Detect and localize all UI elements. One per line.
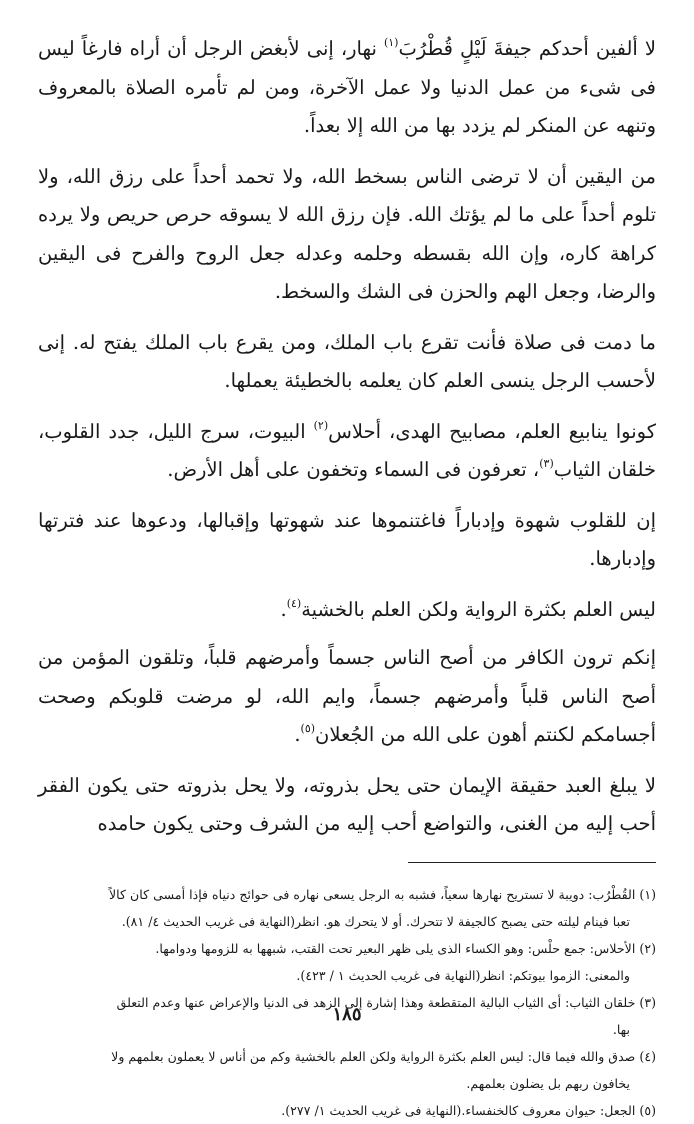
footnote-ref-4[interactable]: (٤) [286, 596, 302, 610]
page-number: ١٨٥ [332, 1004, 362, 1025]
footnote-1: (١) القُطْرُب: دويبة لا تستريح نهارها سعياً، فشبه به الرجل يسعى نهاره فى حوائج دنياه فإذا أمسى كان كالاً تعبا فينام ليلته حتى يصبح كالجيفة لا تتحرك. أو لا يتحرك هو. انظر(النهاية فى غريب الحديث ٤/ ٨١). [109, 886, 656, 929]
paragraph-2: من اليقين أن لا ترضى الناس بسخط الله، ولا تحمد أحداً على رزق الله، ولا تلوم أحداً على ما لم يؤتك الله. فإن رزق الله لا يسوقه حرص حريص ولا يرده كراهة كاره، وإن الله بقسطه وحلمه وعدله جعل الروح والفرح فى اليقين والرضا، وجعل الهم والحزن فى الشك والسخط. [38, 164, 656, 303]
footnote-ref-3[interactable]: (٣) [539, 457, 554, 470]
footnote-3: (٣) خلقان الثياب: أى الثياب البالية المتقطعة وهذا إشارة إلى الزهد فى الدنيا والإعراض عنها وعدم التعلق بها. [116, 994, 656, 1037]
paragraph-1: لا ألفين أحدكم جيفةَ لَيْلٍ قُطْرُبَ$^{(١)}$ نهار، إنى لأبغض الرجل أن أراه فارغاً ليس فى شىء من عمل الدنيا ولا عمل الآخرة، ومن لم تأمره الصلاة بالمعروف وتنهه عن المنكر لم يزدد بها من الله إلا بعداً. [38, 36, 656, 137]
paragraph-8: لا يبلغ العبد حقيقة الإيمان حتى يحل بذروته، ولا يحل بذروته حتى يكون الفقر أحب إليه من الغنى، والتواضع أحب إليه من الشرف وحتى يكون حامده [38, 773, 656, 835]
paragraph-5: إن للقلوب شهوة وإدباراً فاغتنموها عند شهوتها وإقبالها، ودعوها عند فترتها وإدبارها. [38, 508, 656, 570]
footnote-5: (٥) الجعل: حيوان معروف كالخنفساء.(النهاية فى غريب الحديث ١/ ٢٧٧). [281, 1102, 656, 1118]
paragraph-3: ما دمت فى صلاة فأنت تقرع باب الملك، ومن يقرع باب الملك يفتح له. إنى لأحسب الرجل ينسى العلم كان يعلمه بالخطيئة يعملها. [38, 330, 656, 392]
footnote-2: (٢) الأحلاس: جمع حلْس: وهو الكساء الذى يلى ظهر البعير تحت القتب، شبهها به للزومها ودوامها. والمعنى: الزموا بيوتكم: انظر(النهاية فى غريب الحديث ١ / ٤٢٣). [155, 940, 656, 983]
paragraph-7: إنكم ترون الكافر من أصح الناس جسماً وأمرضهم قلباً، وتلقون المؤمن من أصح الناس قلباً وأمرضهم جسماً، وايم الله، لو مرضت قلوبكم وصحت أجسامكم لكنتم أهون على الله من الجُعلان$^{(٥)}$. [38, 646, 656, 746]
paragraph-4: كونوا ينابيع العلم، مصابيح الهدى، أحلاس$^{(٢)}$ البيوت، سرج الليل، جدد القلوب، خلقان الثياب$^{(٣)}$، تعرفون فى السماء وتخفون على أهل الأرض. [38, 418, 657, 481]
footnote-4: (٤) صدق والله فيما قال: ليس العلم بكثرة الرواية ولكن العلم بالخشية وكم من أناس لا يعملون بعلمهم ولا يخافون ربهم بل يضلون بعلمهم. [111, 1048, 656, 1091]
main-text [38, 30, 656, 844]
paragraph-6: ليس العلم بكثرة الرواية ولكن العلم بالخشية$^{(٤)}$. [280, 596, 656, 621]
footnote-ref-5[interactable]: (٥) [300, 722, 316, 735]
footnotes [38, 881, 656, 1124]
footnote-separator [408, 862, 656, 863]
footnote-ref-1[interactable]: (١) [383, 36, 399, 49]
footnote-ref-2[interactable]: (٢) [313, 418, 329, 432]
